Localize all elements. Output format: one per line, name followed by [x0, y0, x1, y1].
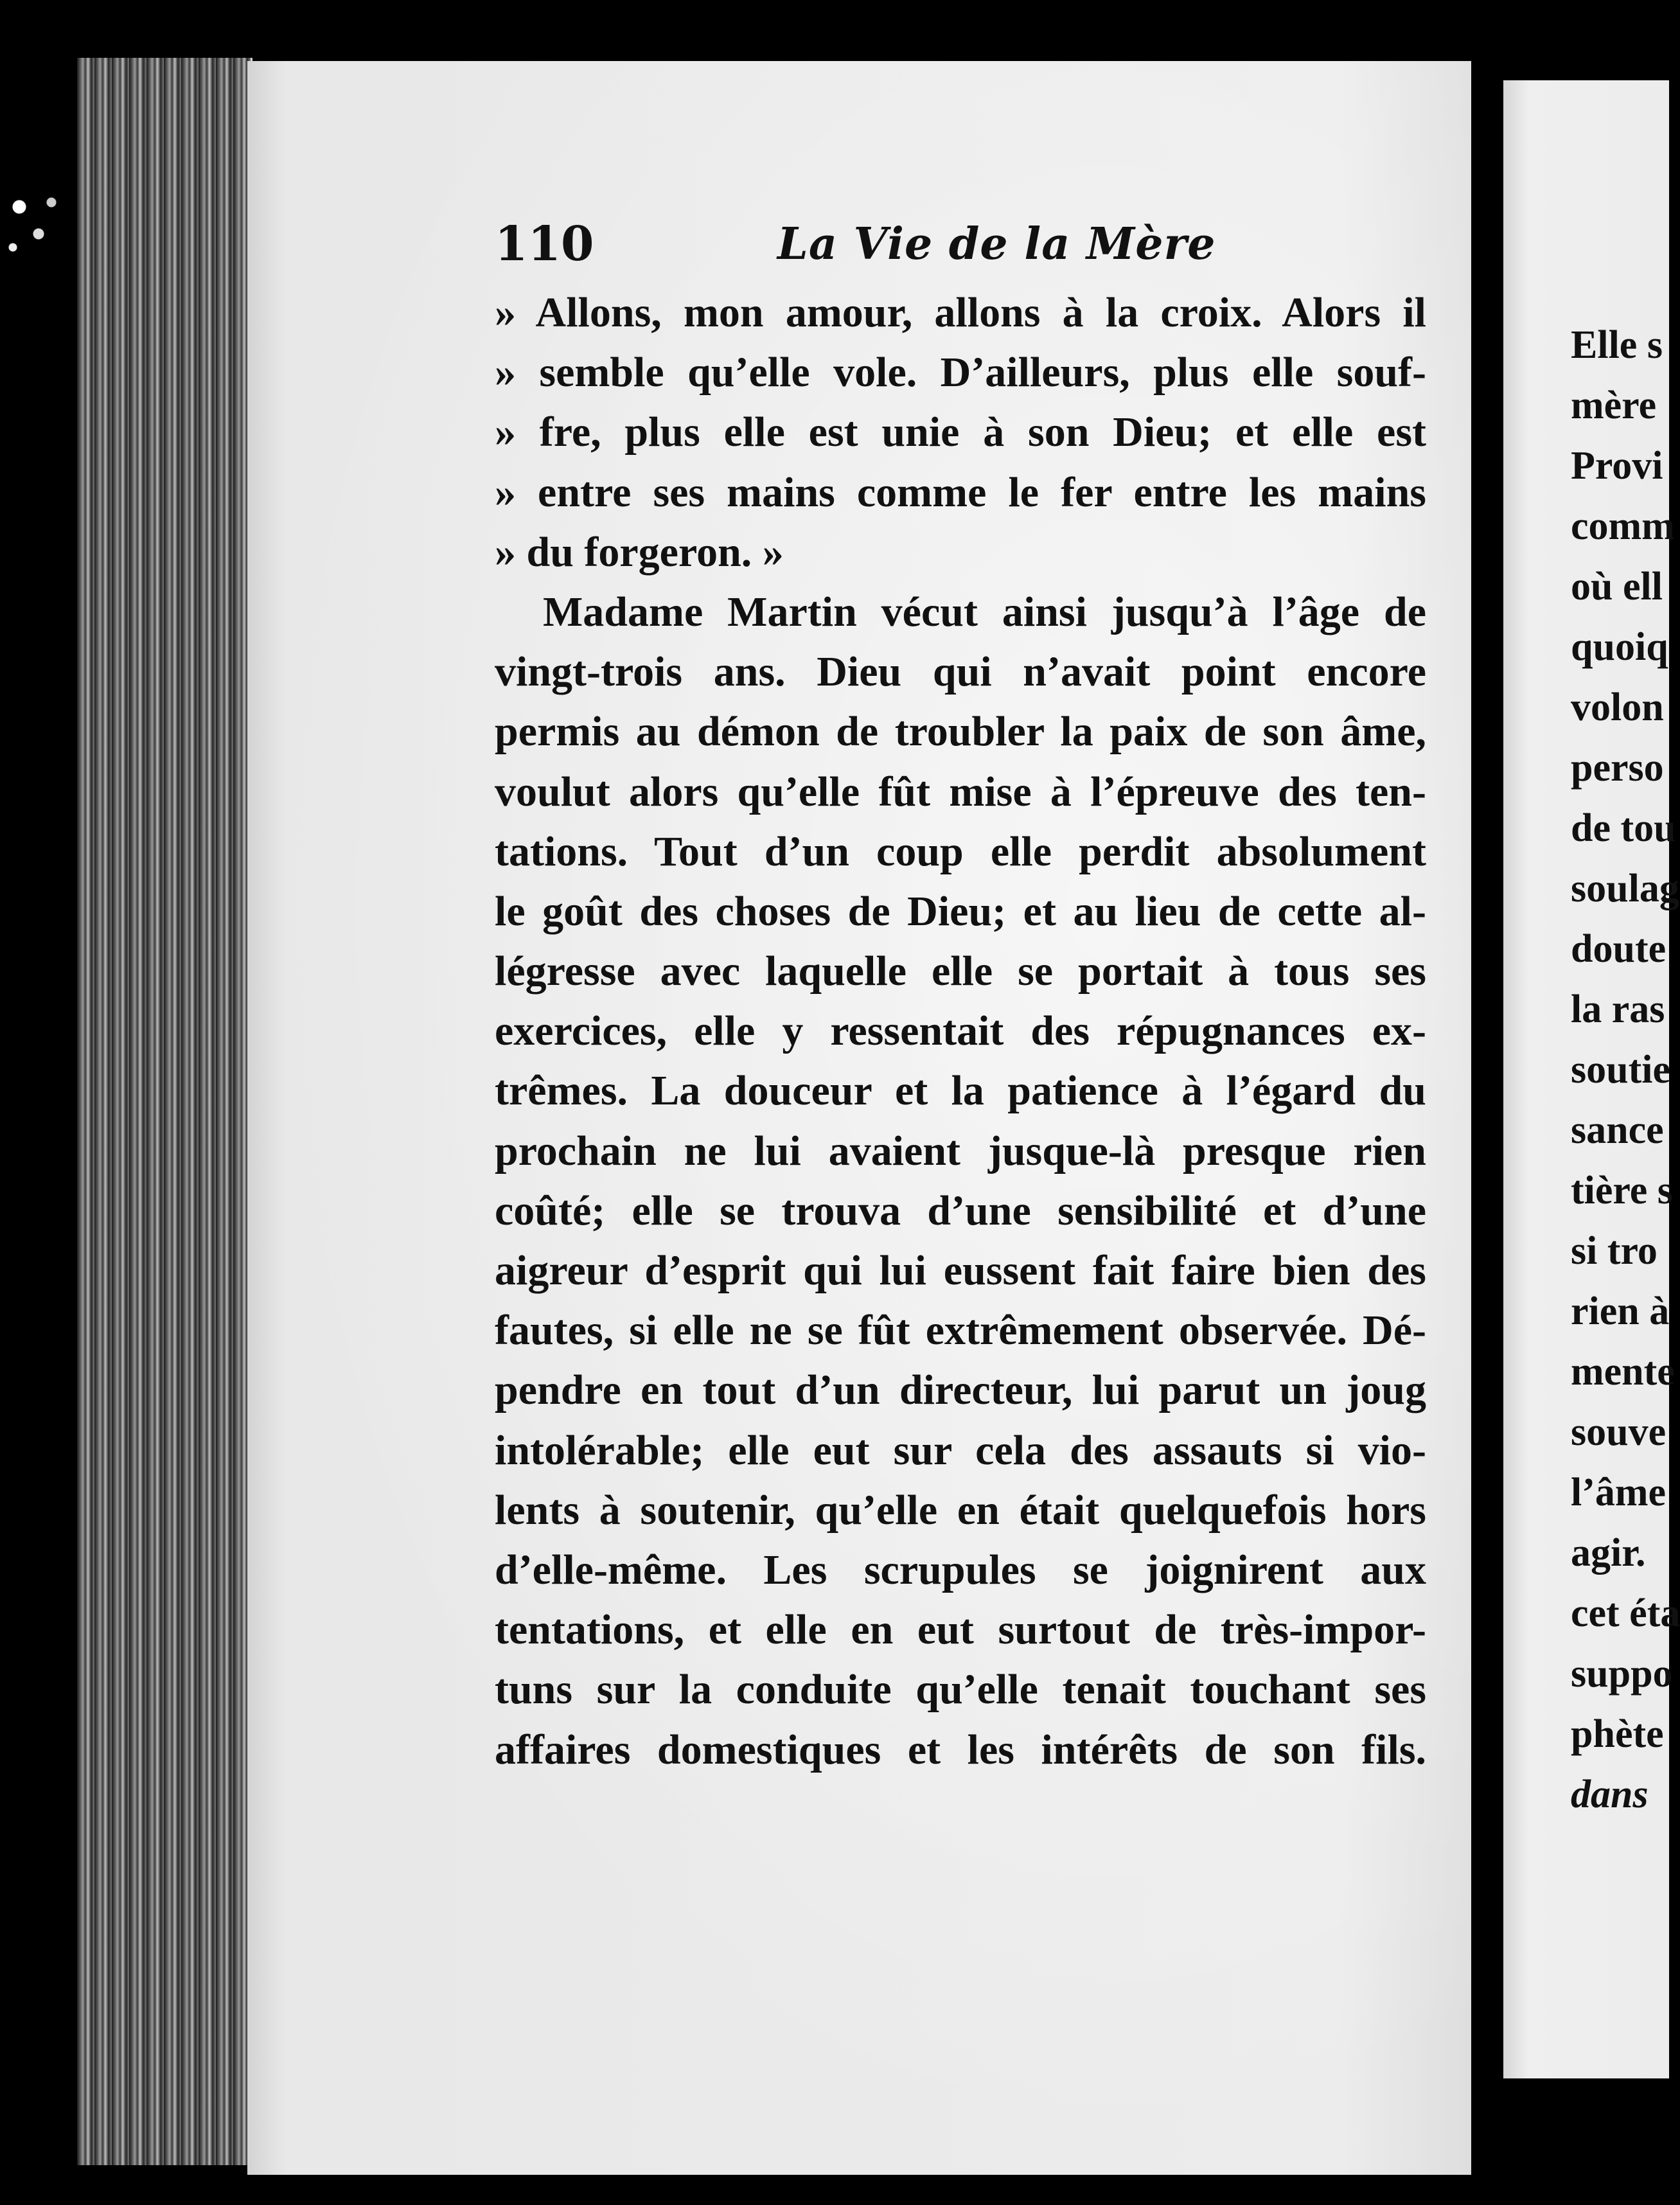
text-line: d’elle-même. Les scrupules se joignirent aux	[495, 1546, 1426, 1593]
right-text-line: si tro	[1571, 1229, 1658, 1273]
text-line: lents à soutenir, qu’elle en était quelquefois hors	[495, 1486, 1426, 1534]
right-text-line: Elle s	[1571, 323, 1663, 367]
text-line: » Allons, mon amour, allons à la croix. Alors il	[495, 289, 1426, 336]
right-text-line: suppo	[1571, 1652, 1673, 1696]
right-text-line: phète	[1571, 1712, 1664, 1756]
text-line: » du forgeron. »	[495, 528, 784, 576]
right-text-line: mère	[1571, 384, 1657, 427]
text-line: pendre en tout d’un directeur, lui parut un joug	[495, 1367, 1426, 1414]
text-line: » fre, plus elle est unie à son Dieu; et elle est	[495, 409, 1426, 456]
right-text-line: la ras	[1571, 987, 1665, 1031]
text-line: fautes, si elle ne se fût extrêmement observée. Dé-	[495, 1307, 1426, 1354]
right-text-line: rien à	[1571, 1289, 1670, 1333]
page-number: 110	[495, 217, 594, 272]
right-text-line: doute	[1571, 927, 1667, 971]
right-text-line: Provi	[1571, 444, 1663, 488]
text-line: exercices, elle y ressentait des répugnances ex-	[495, 1007, 1426, 1055]
right-text-line: quoiq	[1571, 625, 1668, 669]
running-head	[495, 212, 1433, 276]
right-text-line: souve	[1571, 1410, 1667, 1454]
right-text-line: agir.	[1571, 1531, 1646, 1575]
text-line: voulut alors qu’elle fût mise à l’épreuve des ten-	[495, 768, 1426, 815]
right-text-line: volon	[1571, 686, 1664, 729]
right-page-text	[1571, 315, 1680, 1825]
text-line: » entre ses mains comme le fer entre les mains	[495, 468, 1426, 516]
text-line: permis au démon de troubler la paix de son âme,	[495, 708, 1426, 756]
text-line: légresse avec laquelle elle se portait à tous ses	[495, 948, 1426, 995]
text-line: affaires domestiques et les intérêts de son fils.	[495, 1726, 1426, 1773]
text-line: tuns sur la conduite qu’elle tenait touchant ses	[495, 1666, 1426, 1714]
text-line: tentations, et elle en eut surtout de très-impor-	[495, 1606, 1426, 1654]
right-text-line: mente	[1571, 1350, 1675, 1394]
text-line: tations. Tout d’un coup elle perdit absolument	[495, 828, 1426, 875]
text-line: aigreur d’esprit qui lui eussent fait faire bien des	[495, 1247, 1426, 1294]
text-line: » semble qu’elle vole. D’ailleurs, plus elle souf-	[495, 349, 1426, 396]
page-edges	[77, 58, 252, 2165]
book-title: La Vie de la Mère	[777, 218, 1216, 270]
right-text-line: où ell	[1571, 565, 1663, 608]
right-text-line: dans	[1571, 1773, 1649, 1816]
right-text-line: tière s	[1571, 1169, 1673, 1212]
body-text	[495, 283, 1426, 1780]
text-line: coûté; elle se trouva d’une sensibilité et d’une	[495, 1187, 1426, 1234]
scan-dust-specks	[0, 180, 64, 270]
right-text-line: cet éta	[1571, 1591, 1680, 1635]
right-text-line: soutie	[1571, 1048, 1670, 1092]
text-line: Madame Martin vécut ainsi jusqu’à l’âge de	[543, 588, 1426, 635]
text-line: intolérable; elle eut sur cela des assauts si vio-	[495, 1426, 1426, 1474]
text-line: trêmes. La douceur et la patience à l’égard du	[495, 1067, 1426, 1115]
right-text-line: comm	[1571, 504, 1675, 548]
right-text-line: soulag	[1571, 867, 1679, 910]
text-line: le goût des choses de Dieu; et au lieu de cette al-	[495, 887, 1426, 935]
gutter-shadow	[1471, 61, 1503, 2175]
right-text-line: l’âme	[1571, 1471, 1667, 1514]
right-text-line: de tou	[1571, 806, 1676, 850]
right-text-line: sance	[1571, 1108, 1664, 1152]
text-line: vingt-trois ans. Dieu qui n’avait point encore	[495, 648, 1426, 696]
text-line: prochain ne lui avaient jusque-là presque rien	[495, 1127, 1426, 1174]
right-text-line: perso	[1571, 746, 1664, 790]
